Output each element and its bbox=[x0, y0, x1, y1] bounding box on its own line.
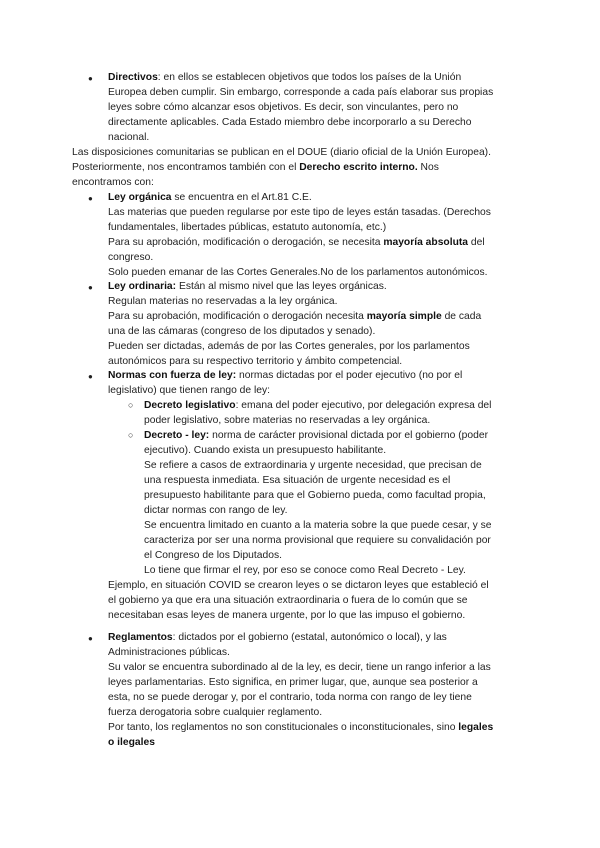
decreto-ley-line-4: una respuesta inmediata. Esa situación de urgente necesidad es el bbox=[144, 475, 451, 486]
decreto-ley-line-6: dictar normas con rango de ley. bbox=[144, 505, 288, 516]
ley-ordinaria-label: Ley ordinaria: bbox=[108, 281, 177, 292]
o-ilegales-bold: o ilegales bbox=[108, 737, 155, 748]
decreto-ley-line-8: caracteriza por ser una norma provisional que requiere su convalidación por bbox=[144, 535, 491, 546]
reglamentos-line-1 bbox=[108, 631, 447, 644]
ejemplo-line-2: el gobierno ya que era una situación extraordinaria o fuera de lo común que se bbox=[108, 595, 468, 606]
ley-ordinaria-text-3a: Para su aprobación, modificación o derogación necesita bbox=[108, 311, 367, 322]
doue-text-2c: Nos bbox=[417, 162, 439, 173]
decreto-ley-line-2: ejecutivo). Cuando exista un presupuesto habilitante. bbox=[144, 445, 387, 456]
bullet-ley-ordinaria: ● bbox=[88, 283, 93, 292]
reglamentos-text-7: Por tanto, los reglamentos no son constitucionales o inconstitucionales, sino bbox=[108, 722, 459, 733]
ejemplo-line-3: necesitaban esas leyes de manera urgente, por lo que las impuso el gobierno. bbox=[108, 610, 466, 621]
normas-line-2: legislativo) que tienen rango de ley: bbox=[108, 385, 270, 396]
ley-organica-line-2: Las materias que pueden regularse por este tipo de leyes están tasadas. (Derechos bbox=[108, 207, 491, 218]
doue-line-3: encontramos con: bbox=[72, 177, 154, 188]
ley-organica-label: Ley orgánica bbox=[108, 192, 172, 203]
ley-ordinaria-line-4: una de las cámaras (congreso de los diputados y senado). bbox=[108, 326, 376, 337]
directivos-line-2: Europea deben cumplir. Sin embargo, corresponde a cada país elaborar sus propias bbox=[108, 87, 494, 98]
normas-text-1: normas dictadas por el poder ejecutivo (no por el bbox=[236, 370, 463, 381]
reglamentos-line-7 bbox=[108, 721, 493, 734]
decreto-ley-line-7: Se encuentra limitado en cuanto a la materia sobre la que puede cesar, y se bbox=[144, 520, 492, 531]
bullet-decreto-legislativo: ○ bbox=[128, 400, 134, 410]
mayoria-simple: mayoría simple bbox=[366, 311, 442, 322]
decreto-ley-line-3: Se refiere a casos de extraordinaria y urgente necesidad, que precisan de bbox=[144, 460, 482, 471]
decreto-ley-label: Decreto - ley: bbox=[144, 430, 210, 441]
directivos-line-5: nacional. bbox=[108, 132, 150, 143]
decreto-legislativo-line-1 bbox=[144, 399, 491, 412]
reglamentos-line-3: Su valor se encuentra subordinado al de la ley, es decir, tiene un rango inferior a las bbox=[108, 662, 491, 673]
reglamentos-line-6: fuerza derogatoria sobre cualquier reglamento. bbox=[108, 707, 323, 718]
directivos-line-4: directamente aplicables. Cada Estado miembro debe incorporarlo a su Derecho bbox=[108, 117, 472, 128]
decreto-ley-text-1: norma de carácter provisional dictada por el gobierno (poder bbox=[209, 430, 488, 441]
reglamentos-line-4: leyes parlamentarias. Esto significa, en primer lugar, que, aunque sea posterior a bbox=[108, 677, 478, 688]
directivos-text-1: : en ellos se establecen objetivos que todos los países de la Unión bbox=[157, 72, 462, 83]
reglamentos-label: Reglamentos bbox=[108, 632, 173, 643]
ley-ordinaria-text-1: Están al mismo nivel que las leyes orgánicas. bbox=[176, 281, 387, 292]
doue-line-2 bbox=[72, 161, 439, 174]
reglamentos-line-5: esta, no se puede derogar y, por el contrario, toda norma con rango de ley tiene bbox=[108, 692, 472, 703]
normas-label: Normas con fuerza de ley: bbox=[108, 370, 237, 381]
reglamentos-line-8 bbox=[108, 736, 155, 749]
mayoria-absoluta: mayoría absoluta bbox=[383, 237, 469, 248]
directivos-label: Directivos bbox=[108, 72, 158, 83]
normas-line-1 bbox=[108, 369, 462, 382]
bullet-directivos: ● bbox=[88, 74, 93, 83]
ley-organica-line-1 bbox=[108, 191, 312, 204]
ejemplo-line-1: Ejemplo, en situación COVID se crearon leyes o se dictaron leyes que estableció el bbox=[108, 580, 489, 591]
ley-organica-line-3: fundamentales, libertades públicas, estatuto autonomía, etc.) bbox=[108, 222, 387, 233]
decreto-ley-line-9: el Congreso de los Diputados. bbox=[144, 550, 282, 561]
doue-text-2a: Posteriormente, nos encontramos también con el bbox=[72, 162, 300, 173]
derecho-escrito-interno: Derecho escrito interno. bbox=[299, 162, 418, 173]
ley-ordinaria-line-3 bbox=[108, 310, 481, 323]
directivos-line-1 bbox=[108, 71, 461, 84]
bullet-reglamentos: ● bbox=[88, 634, 93, 643]
ley-ordinaria-line-2: Regulan materias no reservadas a la ley orgánica. bbox=[108, 296, 338, 307]
decreto-ley-line-10: Lo tiene que firmar el rey, por eso se conoce como Real Decreto - Ley. bbox=[144, 565, 466, 576]
ley-organica-line-5: congreso. bbox=[108, 252, 154, 263]
decreto-ley-line-1 bbox=[144, 429, 488, 442]
legales-bold: legales bbox=[458, 722, 494, 733]
reglamentos-text-1: : dictados por el gobierno (estatal, autonómico o local), y las bbox=[172, 632, 447, 643]
reglamentos-line-2: Administraciones públicas. bbox=[108, 647, 230, 658]
ley-organica-line-6: Solo pueden emanar de las Cortes Generales.No de los parlamentos autonómicos. bbox=[108, 267, 488, 278]
directivos-line-3: leyes sobre cómo alcanzar esos objetivos. Es decir, son vinculantes, pero no bbox=[108, 102, 459, 113]
ley-organica-line-4 bbox=[108, 236, 485, 249]
ley-ordinaria-line-6: autonómicos para su respectivo territorio y ámbito competencial. bbox=[108, 356, 403, 367]
bullet-decreto-ley: ○ bbox=[128, 430, 134, 440]
doue-line-1: Las disposiciones comunitarias se publican en el DOUE (diario oficial de la Unión Europea). bbox=[72, 147, 491, 158]
decreto-legislativo-text-1: : emana del poder ejecutivo, por delegación expresa del bbox=[235, 400, 492, 411]
ley-organica-text-4c: del bbox=[468, 237, 485, 248]
ley-ordinaria-line-5: Pueden ser dictadas, además de por las Cortes generales, por los parlamentos bbox=[108, 341, 470, 352]
ley-organica-text-1: se encuentra en el Art.81 C.E. bbox=[171, 192, 312, 203]
decreto-legislativo-line-2: poder legislativo, sobre materias no reservadas a ley orgánica. bbox=[144, 415, 431, 426]
ley-ordinaria-text-3c: de cada bbox=[441, 311, 482, 322]
ley-organica-text-4a: Para su aprobación, modificación o derogación, se necesita bbox=[108, 237, 384, 248]
decreto-ley-line-5: presupuesto habilitante para que el Gobierno pueda, como facultad propia, bbox=[144, 490, 486, 501]
ley-ordinaria-line-1 bbox=[108, 280, 387, 293]
bullet-normas: ● bbox=[88, 372, 93, 381]
bullet-ley-organica: ● bbox=[88, 194, 93, 203]
decreto-legislativo-label: Decreto legislativo bbox=[144, 400, 236, 411]
